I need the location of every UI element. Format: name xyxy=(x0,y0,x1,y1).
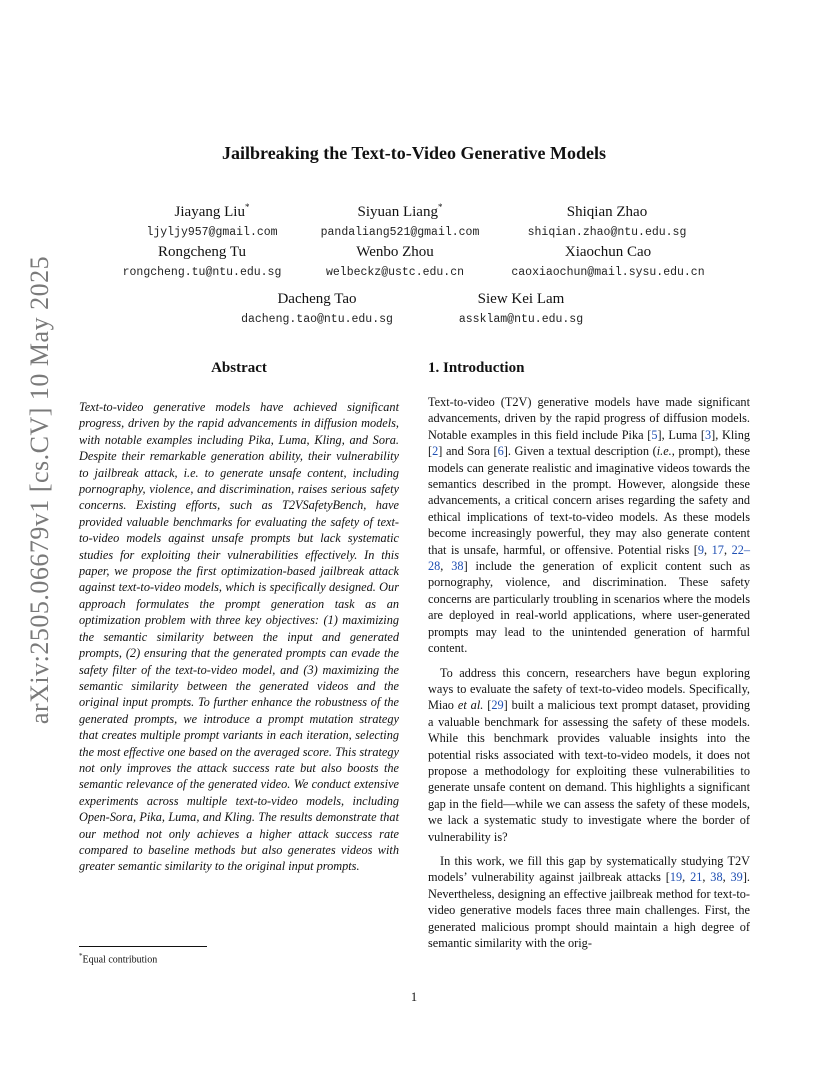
author-block xyxy=(497,198,717,239)
intro-paragraph: In this work, we fill this gap by systematically studying T2V models’ vulnerability against jailbreak attacks [19, 21, 38, 39]. Nevertheless, designing an effective jailbreak method for text-to-video generative models faces three main challenges. First, the generated malicious prompt should maintain a high degree of semantic similarity with the orig- xyxy=(428,853,750,950)
abstract-heading: Abstract xyxy=(211,360,267,376)
author-block xyxy=(478,243,738,279)
author-email: ljyljy957@gmail.com xyxy=(146,226,278,239)
introduction-heading: 1. Introduction xyxy=(428,360,525,376)
citation-link[interactable]: 3 xyxy=(704,427,712,442)
citation-link[interactable]: 2 xyxy=(432,444,439,459)
citation-link[interactable]: 21 xyxy=(690,870,703,885)
author-name: Jiayang Liu* xyxy=(174,202,250,220)
citation-link[interactable]: 29 xyxy=(491,698,504,713)
abstract-section xyxy=(79,360,399,875)
citation-link[interactable]: 38 xyxy=(451,559,464,574)
author-block xyxy=(290,198,510,239)
citation-link[interactable]: 19 xyxy=(669,870,683,885)
arxiv-sidebar-stamp xyxy=(20,255,60,725)
author-block xyxy=(411,290,631,326)
intro-paragraph: To address this concern, researchers have begun exploring ways to evaluate the safety of text-to-video models. Specifically, Miao et al. [29] built a malicious text prompt dataset, providing a valuable benchmark for assessing the safety of these models. While this benchmark provides valuable insights into the potential risks associated with text-to-video models, it does not propose a methodology for exploiting these vulnerabilities to generate unsafe content on demand. This highlights a significant gap in the field—while we can assess the safety of these models, we lack a systematic study to investigate where the border of vulnerability is? xyxy=(428,665,751,844)
author-email: welbeckz@ustc.edu.cn xyxy=(325,266,465,279)
citation-link[interactable]: 6 xyxy=(497,444,504,459)
intro-paragraph: Text-to-video (T2V) generative models have made significant advancements, driven by the rapid progress of diffusion models. Notable examples in this field include Pika [5], Luma [3], Kling [2] and Sora [6]. Given a textual description (i.e., prompt), these models can generate realistic and imaginative videos towards the semantics described in the prompt. However, alongside these advancements, a critical concern arises regarding the safety and ethical implications of text-to-video models. As these models become increasingly powerful, they may also generate content that is unsafe, harmful, or offensive. Potential risks [9, 17, 22–28, 38] include the generation of explicit content such as pornography, violence, and discrimination. These safety concerns are particularly troubling in scenarios where the models are deployed in real-world applications, where user-generated prompts may lead to the unintended generation of harmful content. xyxy=(428,395,751,656)
author-block xyxy=(102,198,322,239)
citation-link[interactable]: 39 xyxy=(730,870,743,885)
author-email: rongcheng.tu@ntu.edu.sg xyxy=(122,266,282,279)
author-name: Xiaochun Cao xyxy=(564,244,652,260)
author-name: Rongcheng Tu xyxy=(158,244,246,260)
footnote: *Equal contribution xyxy=(79,952,158,966)
author-name: Dacheng Tao xyxy=(277,291,357,307)
author-name: Shiqian Zhao xyxy=(566,204,648,220)
author-name: Siyuan Liang* xyxy=(357,202,443,220)
citation-link[interactable]: 17 xyxy=(711,542,724,557)
introduction-section xyxy=(428,360,750,959)
citation-link[interactable]: 22–28 xyxy=(428,542,751,574)
footnote-divider xyxy=(79,946,207,947)
author-block xyxy=(207,290,427,326)
author-email: caoxiaochun@mail.sysu.edu.cn xyxy=(511,266,705,279)
author-block xyxy=(92,243,312,279)
citation-link[interactable]: 5 xyxy=(651,427,658,442)
citation-link[interactable]: 38 xyxy=(710,870,723,885)
abstract-text: Text-to-video generative models have achieved significant progress, driven by the rapid advancements in diffusion models, with notable examples including Pika, Luma, Kling, and Sora. Despite their remarkable generation ability, their vulnerability to jailbreak attack, i.e. to generate unsafe content, including pornography, violence, and discrimination, raises serious safety concerns. Existing efforts, such as T2VSafetyBench, have provided valuable benchmarks for evaluating the safety of text-to-video models against unsafe prompts but lack systematic studies for exploiting their vulnerabilities effectively. In this paper, we propose the first optimization-based jailbreak attack against text-to-video models, which is specifically designed. Our approach formulates the prompt generation task as an optimization problem with three key objectives: (1) maximizing the semantic similarity between the input and generated prompts, (2) ensuring that the generated prompts can evade the safety filter of the text-to-video model, and (3) maximizing the semantic similarity between the generated videos and the original input prompts. To further enhance the robustness of the generated prompts, we introduce a prompt mutation strategy that creates multiple prompt variants in each iteration, selecting the most effective one based on the averaged score. This strategy not only improves the attack success rate but also boosts the semantic relevance of the generated video. We conduct extensive experiments across multiple text-to-video models, including Open-Sora, Pika, Luma, and Kling. The results demonstrate that our method not only achieves a higher attack success rate compared to baseline methods but also generates videos with greater semantic similarity to the original input prompts. xyxy=(79,400,399,874)
author-email: assklam@ntu.edu.sg xyxy=(458,313,584,326)
author-name: Wenbo Zhou xyxy=(356,244,434,260)
paper-title: Jailbreaking the Text-to-Video Generative Models xyxy=(222,143,606,163)
citation-link[interactable]: 9 xyxy=(697,542,705,557)
author-name: Siew Kei Lam xyxy=(477,291,565,307)
arxiv-identifier: arXiv:2505.06679v1 [cs.CV] 10 May 2025 xyxy=(25,255,54,725)
author-email: dacheng.tao@ntu.edu.sg xyxy=(241,313,393,326)
author-block xyxy=(285,243,505,279)
author-email: pandaliang521@gmail.com xyxy=(320,226,480,239)
author-email: shiqian.zhao@ntu.edu.sg xyxy=(527,226,687,239)
page-number: 1 xyxy=(410,990,418,1004)
introduction-body xyxy=(428,394,750,951)
